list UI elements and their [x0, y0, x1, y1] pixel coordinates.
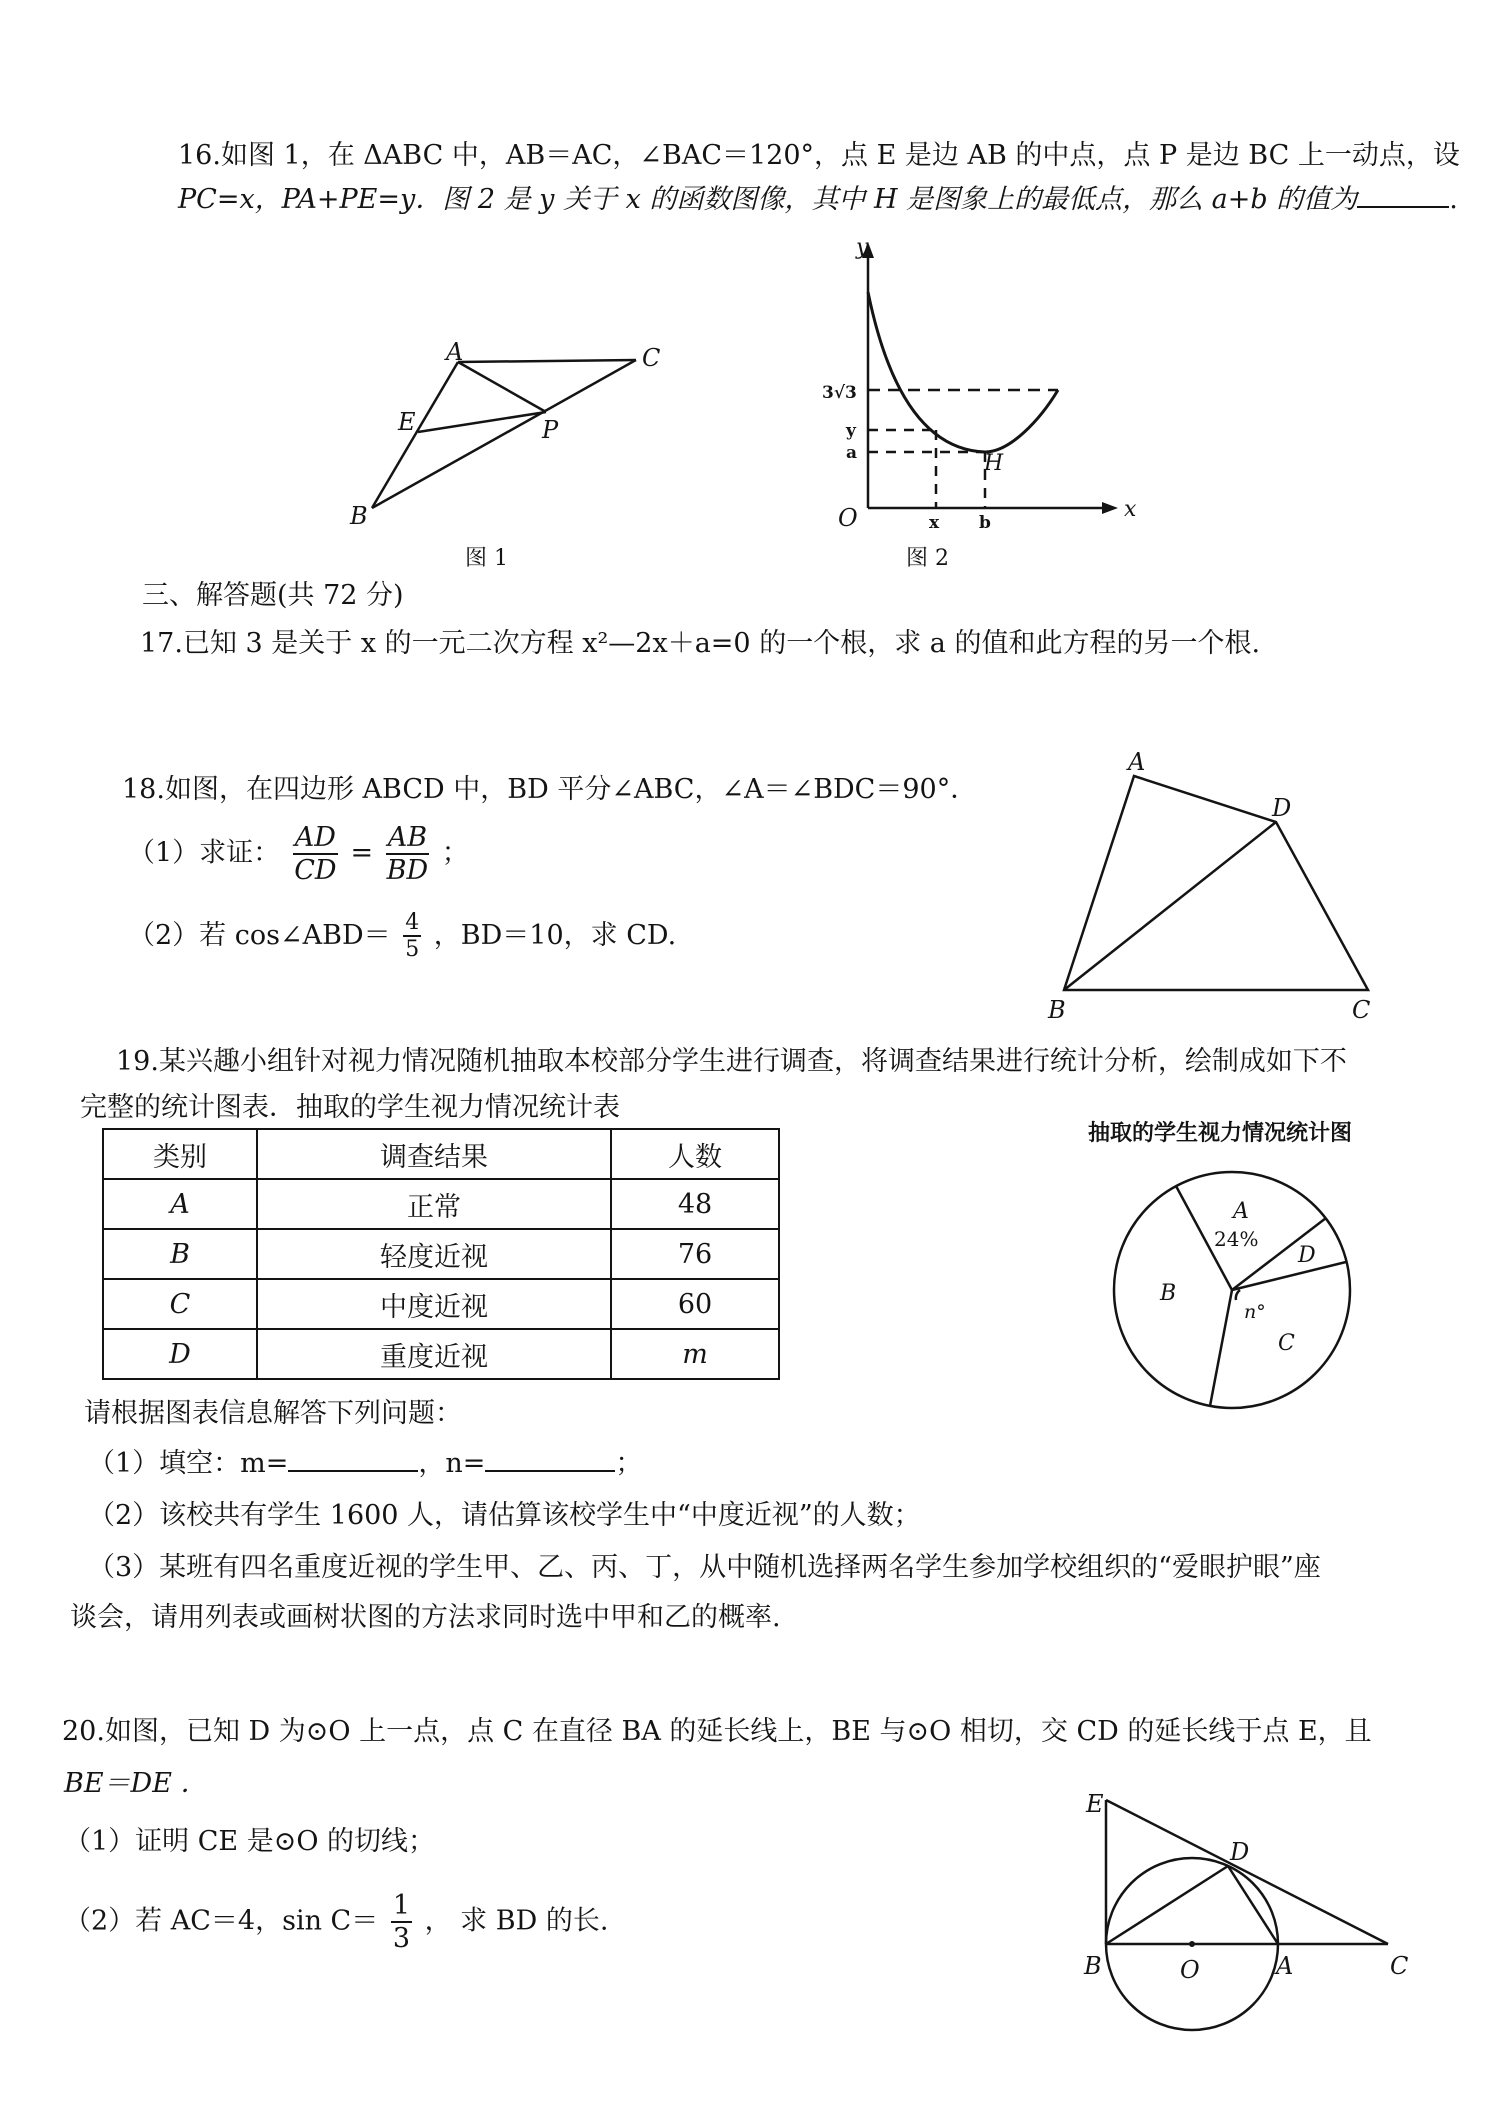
q18-frac2-den: BD	[386, 855, 429, 887]
table-row	[103, 1329, 779, 1379]
fig2-label-x-axis: x	[1124, 497, 1137, 522]
table-cell: 中度近视	[257, 1279, 611, 1329]
q20-fraction-1-3	[391, 1890, 412, 1954]
q20-part1: （1）证明 CE 是⊙O 的切线；	[64, 1826, 436, 1857]
fig1-label-C: C	[642, 344, 661, 372]
q18-equals: =	[350, 837, 374, 869]
q19-pie-label-D: D	[1298, 1243, 1316, 1268]
q18-figure	[1064, 776, 1368, 990]
q18-part2-prefix: （2）若 cos∠ABD＝	[128, 919, 391, 951]
table-row	[103, 1179, 779, 1229]
fig1-segment-AP	[458, 362, 546, 412]
table-header-cell: 调查结果	[257, 1129, 611, 1179]
q20-label-A: A	[1276, 1952, 1294, 1980]
table-cell: 76	[611, 1229, 779, 1279]
q18-label-D: D	[1272, 794, 1292, 822]
q19-part3-line1: （3）某班有四名重度近视的学生甲、乙、丙、丁，从中随机选择两名学生参加学校组织的“爱眼护眼”座	[88, 1552, 1321, 1583]
q19-part1-a: （1）填空：m=	[88, 1448, 289, 1479]
q20-line1: 20.如图，已知 D 为⊙O 上一点，点 C 在直径 BA 的延长线上，BE 与⊙O 相切，交 CD 的延长线于点 E，且	[62, 1716, 1372, 1747]
q20-label-O: O	[1180, 1956, 1200, 1984]
q19-pie-angle-arc	[1236, 1290, 1240, 1300]
q19-pie-chart	[1114, 1172, 1350, 1408]
table-cell: 48	[611, 1179, 779, 1229]
q20-line-EC	[1106, 1800, 1388, 1944]
table-cell: C	[103, 1279, 257, 1329]
q16-line2: PC=x，PA+PE=y．图 2 是 y 关于 x 的函数图像，其中 H 是图象上的最低点，那么 a+b 的值为 .	[178, 184, 1458, 215]
table-cell: 正常	[257, 1179, 611, 1229]
q19-part1-b: ，n=	[418, 1448, 486, 1479]
q20-label-D: D	[1230, 1838, 1250, 1866]
fig2-tick-b: b	[979, 513, 991, 533]
q17-text: 17.已知 3 是关于 x 的一元二次方程 x²—2x＋a=0 的一个根，求 a 的值和此方程的另一个根.	[140, 628, 1261, 659]
fig2-x-arrow	[1102, 502, 1118, 514]
q18-part1	[128, 822, 469, 886]
q18-part2-suffix: ，BD＝10，求 CD.	[433, 919, 677, 951]
fig2-tick-a: a	[846, 443, 858, 463]
q18-label-C: C	[1352, 996, 1371, 1024]
q19-line2: 完整的统计图表．抽取的学生视力情况统计表	[80, 1092, 620, 1123]
q18-part1-prefix: （1）求证：	[128, 837, 281, 869]
q18-p2-num: 4	[403, 910, 421, 937]
table-row	[103, 1279, 779, 1329]
q16-line2-text: PC=x，PA+PE=y．图 2 是 y 关于 x 的函数图像，其中 H 是图象上的最低点，那么 a+b 的值为	[178, 184, 1358, 215]
q19-pie-label-angle: n°	[1244, 1301, 1266, 1323]
q19-intro: 请根据图表信息解答下列问题：	[84, 1398, 462, 1429]
q19-blank-m	[288, 1470, 418, 1472]
q18-p2-den: 5	[405, 937, 420, 963]
table-cell: 60	[611, 1279, 779, 1329]
q20-part2-suffix: ， 求 BD 的长.	[424, 1905, 609, 1937]
q19-pie-line-CB	[1210, 1290, 1232, 1406]
q20-p2-num: 1	[391, 1890, 412, 1923]
q20-label-C: C	[1390, 1952, 1409, 1980]
q18-label-B: B	[1048, 996, 1066, 1024]
section-3-heading: 三、解答题(共 72 分)	[142, 580, 404, 611]
q18-fraction-AB-BD	[386, 822, 429, 886]
q20-chord-BD	[1106, 1866, 1228, 1944]
q18-frac1-num: AD	[293, 822, 338, 855]
q19-chart-title: 抽取的学生视力情况统计图	[1088, 1120, 1353, 1146]
table-row	[103, 1229, 779, 1279]
q18-diagonal-BD	[1064, 822, 1276, 990]
q20-line2: BE＝DE ．	[64, 1768, 208, 1799]
table-cell: D	[103, 1329, 257, 1379]
q19-blank-n	[485, 1470, 615, 1472]
table-cell: 重度近视	[257, 1329, 611, 1379]
q20-label-E: E	[1086, 1790, 1104, 1818]
q18-frac1-den: CD	[294, 855, 337, 887]
table-header-row	[103, 1129, 779, 1179]
q18-part1-suffix: ；	[441, 837, 469, 869]
fig2-label-y-axis: y	[856, 235, 869, 260]
q20-part2-prefix: （2）若 AC＝4，sin C＝	[64, 1905, 379, 1937]
q19-pie-label-A: A	[1233, 1199, 1249, 1224]
q18-part2	[128, 910, 676, 963]
fig1-side-AC	[458, 360, 636, 362]
fig1-label-E: E	[398, 408, 416, 436]
q18-fraction-4-5	[403, 910, 421, 963]
fig2-label-origin: O	[838, 504, 858, 532]
table-cell: m	[611, 1329, 779, 1379]
fig1-label-A: A	[446, 338, 464, 366]
q18-quadrilateral	[1064, 776, 1368, 990]
q19-part2: （2）该校共有学生 1600 人，请估算该校学生中“中度近视”的人数；	[88, 1500, 921, 1531]
fig1-label-B: B	[350, 502, 368, 530]
q19-part3-line2: 谈会，请用列表或画树状图的方法求同时选中甲和乙的概率.	[70, 1602, 781, 1633]
q19-pie-label-A-pct: 24%	[1214, 1227, 1259, 1251]
q20-part2	[64, 1890, 608, 1954]
table-header-cell: 人数	[611, 1129, 779, 1179]
q20-p2-den: 3	[392, 1923, 410, 1955]
fig1-caption: 图 1	[465, 546, 508, 571]
q19-pie-label-C: C	[1278, 1331, 1295, 1356]
table-header-cell: 类别	[103, 1129, 257, 1179]
q19-line1: 19.某兴趣小组针对视力情况随机抽取本校部分学生进行调查，将调查结果进行统计分析，绘制成如下不	[116, 1046, 1347, 1077]
fig2-curve	[868, 292, 1058, 452]
q16-line1: 16.如图 1，在 ΔABC 中，AB＝AC，∠BAC＝120°，点 E 是边 AB 的中点，点 P 是边 BC 上一动点，设	[178, 140, 1460, 171]
q19-pie-label-B: B	[1160, 1281, 1177, 1306]
fig1-label-P: P	[542, 416, 559, 444]
q18-frac2-num: AB	[386, 822, 429, 855]
fig2-tick-y: y	[846, 421, 856, 441]
q19-part1-c: ；	[615, 1448, 643, 1479]
table-cell: 轻度近视	[257, 1229, 611, 1279]
q19-stats-table	[102, 1128, 780, 1380]
fig2-tick-3sqrt3: 3√3	[822, 383, 857, 403]
fig2-label-H: H	[984, 451, 1004, 476]
table-cell: B	[103, 1229, 257, 1279]
q20-center-dot	[1189, 1941, 1195, 1947]
q20-chord-DA	[1228, 1866, 1278, 1944]
q18-fraction-AD-CD	[293, 822, 338, 886]
table-cell: A	[103, 1179, 257, 1229]
fig2-tick-x: x	[929, 513, 940, 533]
q18-label-A: A	[1128, 748, 1146, 776]
q20-figure	[1106, 1800, 1388, 2030]
q18-stem: 18.如图，在四边形 ABCD 中，BD 平分∠ABC，∠A＝∠BDC＝90°．	[122, 774, 978, 805]
q20-label-B: B	[1084, 1952, 1102, 1980]
q19-part1	[88, 1448, 642, 1480]
fig2-caption: 图 2	[906, 546, 949, 571]
